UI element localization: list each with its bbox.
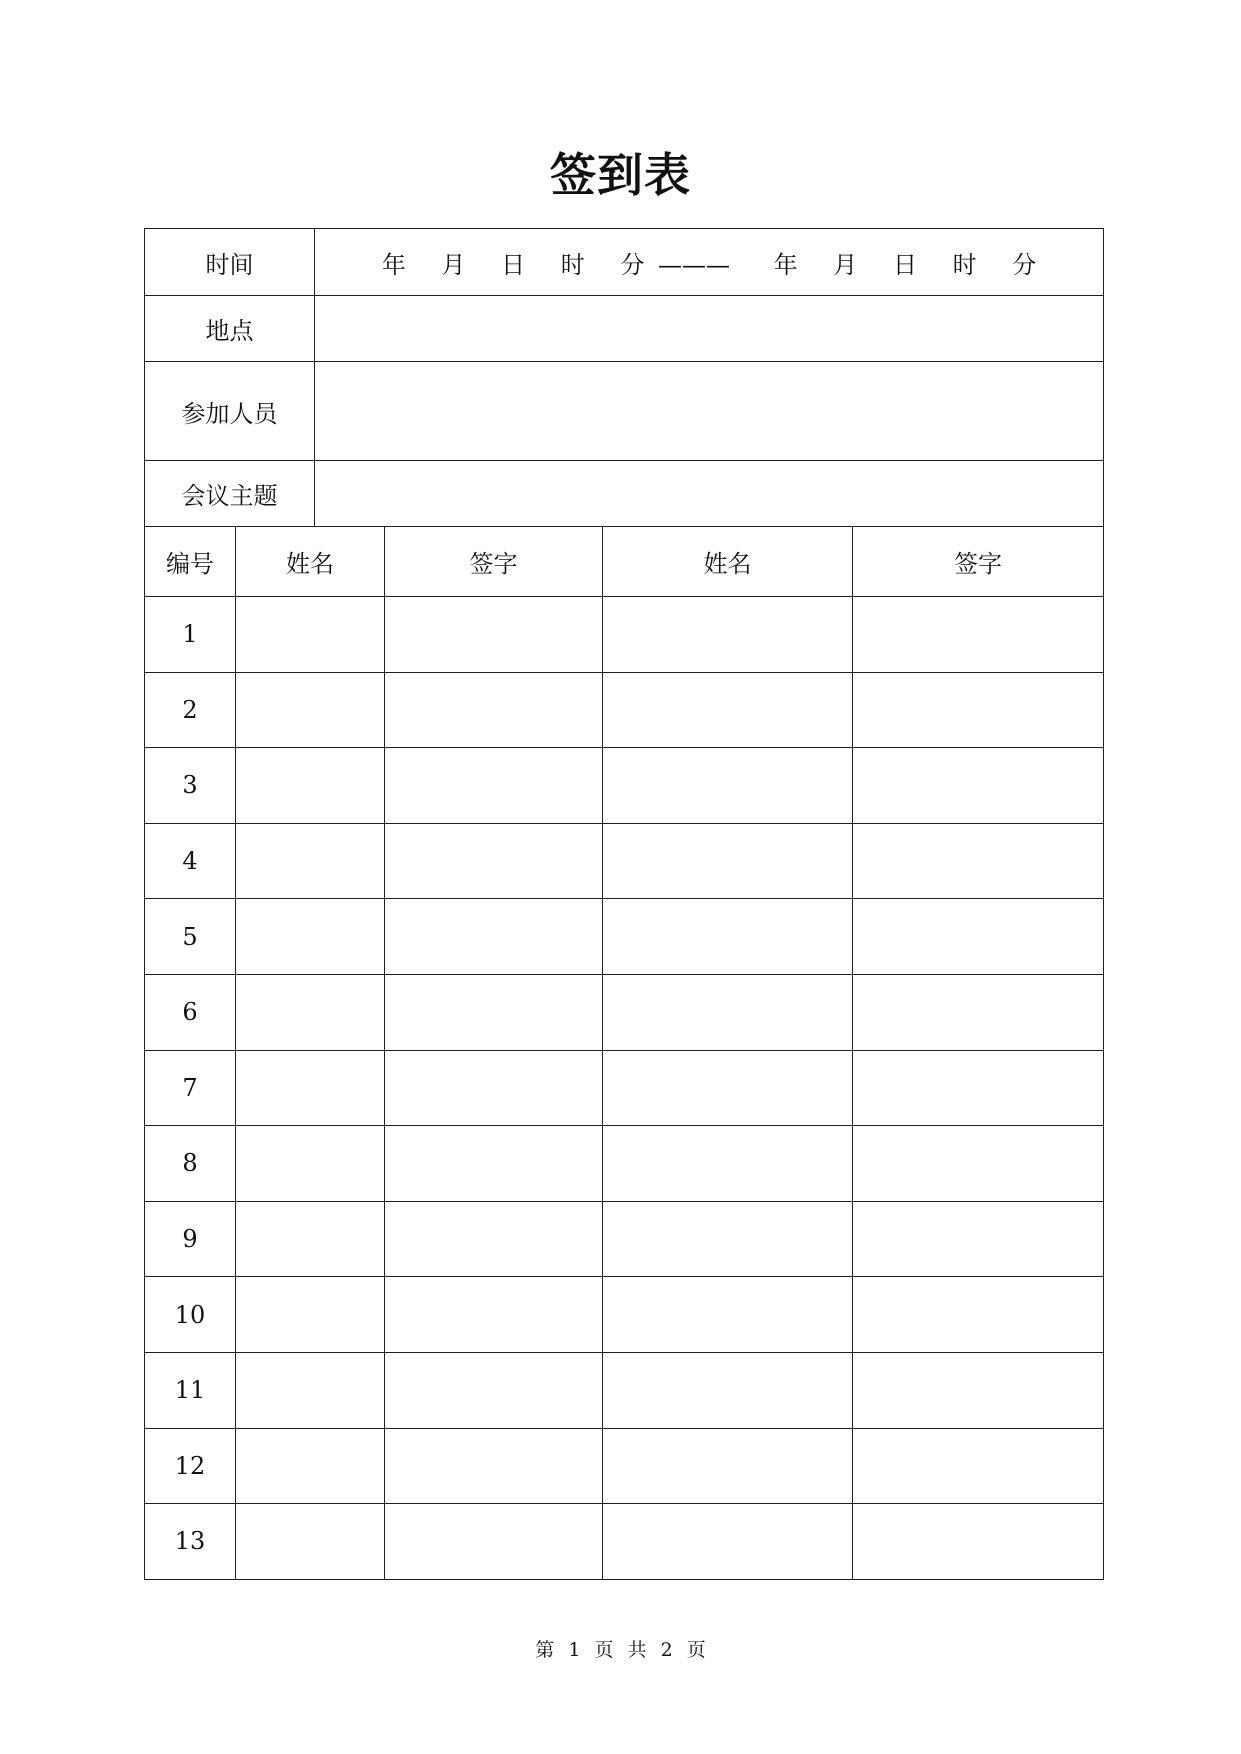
signature-cell-2[interactable]	[853, 974, 1104, 1050]
row-number: 8	[145, 1126, 236, 1202]
row-number: 3	[145, 748, 236, 824]
signature-cell-2[interactable]	[853, 1428, 1104, 1504]
signature-cell-1[interactable]	[385, 1428, 603, 1504]
signature-cell-2[interactable]	[853, 823, 1104, 899]
name-cell-2[interactable]	[603, 1201, 853, 1277]
signature-cell-2[interactable]	[853, 748, 1104, 824]
start-minute-label: 分	[620, 250, 645, 279]
name-cell-1[interactable]	[236, 974, 385, 1050]
signature-cell-1[interactable]	[385, 1504, 603, 1580]
column-header-name-2: 姓名	[603, 527, 853, 597]
signature-cell-2[interactable]	[853, 899, 1104, 975]
time-row	[145, 229, 1104, 296]
sign-in-rows	[145, 597, 1104, 1580]
name-cell-2[interactable]	[603, 1050, 853, 1126]
name-cell-2[interactable]	[603, 1352, 853, 1428]
end-month-label: 月	[833, 250, 858, 279]
table-row	[145, 1201, 1104, 1277]
table-row	[145, 748, 1104, 824]
name-cell-1[interactable]	[236, 899, 385, 975]
signature-cell-1[interactable]	[385, 1126, 603, 1202]
signature-cell-2[interactable]	[853, 1050, 1104, 1126]
name-cell-2[interactable]	[603, 899, 853, 975]
row-number: 13	[145, 1504, 236, 1580]
column-header-signature-2: 签字	[853, 527, 1104, 597]
footer-word-ye: 页	[594, 1639, 614, 1661]
topic-row	[145, 461, 1104, 527]
table-row	[145, 823, 1104, 899]
signature-cell-2[interactable]	[853, 1352, 1104, 1428]
end-day-label: 日	[892, 250, 917, 279]
name-cell-2[interactable]	[603, 823, 853, 899]
signature-cell-2[interactable]	[853, 1201, 1104, 1277]
signature-cell-1[interactable]	[385, 1352, 603, 1428]
place-row	[145, 296, 1104, 362]
signature-cell-1[interactable]	[385, 974, 603, 1050]
name-cell-1[interactable]	[236, 1201, 385, 1277]
column-header-signature-1: 签字	[385, 527, 603, 597]
start-year-label: 年	[381, 250, 406, 279]
header-row	[145, 527, 1104, 597]
name-cell-2[interactable]	[603, 974, 853, 1050]
name-cell-1[interactable]	[236, 1050, 385, 1126]
end-hour-label: 时	[952, 250, 977, 279]
name-cell-1[interactable]	[236, 1428, 385, 1504]
row-number: 12	[145, 1428, 236, 1504]
signature-cell-1[interactable]	[385, 597, 603, 673]
end-minute-label: 分	[1012, 250, 1037, 279]
footer-word-di: 第	[535, 1639, 555, 1661]
participants-field[interactable]	[315, 362, 1104, 461]
row-number: 1	[145, 597, 236, 673]
name-cell-2[interactable]	[603, 597, 853, 673]
signature-cell-1[interactable]	[385, 899, 603, 975]
time-label: 时间	[145, 229, 315, 296]
table-row	[145, 1126, 1104, 1202]
page-footer	[0, 1635, 1241, 1662]
name-cell-2[interactable]	[603, 1428, 853, 1504]
sign-in-table	[144, 228, 1104, 1580]
name-cell-2[interactable]	[603, 748, 853, 824]
name-cell-1[interactable]	[236, 1352, 385, 1428]
row-number: 11	[145, 1352, 236, 1428]
column-header-number: 编号	[145, 527, 236, 597]
row-number: 6	[145, 974, 236, 1050]
footer-word-ye-2: 页	[686, 1639, 706, 1661]
end-year-label: 年	[773, 250, 798, 279]
name-cell-1[interactable]	[236, 1504, 385, 1580]
name-cell-2[interactable]	[603, 672, 853, 748]
row-number: 4	[145, 823, 236, 899]
start-day-label: 日	[501, 250, 526, 279]
table-row	[145, 899, 1104, 975]
current-page-number: 1	[568, 1639, 581, 1661]
row-number: 10	[145, 1277, 236, 1353]
signature-cell-2[interactable]	[853, 672, 1104, 748]
table-row	[145, 1352, 1104, 1428]
place-field[interactable]	[315, 296, 1104, 362]
signature-cell-1[interactable]	[385, 1201, 603, 1277]
total-pages-number: 2	[660, 1639, 673, 1661]
signature-cell-1[interactable]	[385, 1277, 603, 1353]
signature-cell-2[interactable]	[853, 1277, 1104, 1353]
signature-cell-1[interactable]	[385, 823, 603, 899]
name-cell-1[interactable]	[236, 1277, 385, 1353]
signature-cell-1[interactable]	[385, 672, 603, 748]
name-cell-1[interactable]	[236, 597, 385, 673]
topic-field[interactable]	[315, 461, 1104, 527]
row-number: 7	[145, 1050, 236, 1126]
signature-cell-2[interactable]	[853, 597, 1104, 673]
table-row	[145, 974, 1104, 1050]
participants-label: 参加人员	[145, 362, 315, 461]
name-cell-1[interactable]	[236, 748, 385, 824]
signature-cell-1[interactable]	[385, 1050, 603, 1126]
signature-cell-2[interactable]	[853, 1126, 1104, 1202]
footer-word-gong: 共	[627, 1639, 647, 1661]
table-row	[145, 1277, 1104, 1353]
table-row	[145, 672, 1104, 748]
name-cell-1[interactable]	[236, 672, 385, 748]
time-range-dash: ———	[658, 250, 731, 279]
signature-cell-1[interactable]	[385, 748, 603, 824]
time-field[interactable]	[315, 229, 1104, 296]
start-hour-label: 时	[560, 250, 585, 279]
signature-cell-2[interactable]	[853, 1504, 1104, 1580]
name-cell-1[interactable]	[236, 823, 385, 899]
table-row	[145, 597, 1104, 673]
page-title: 签到表	[550, 148, 691, 202]
name-cell-2[interactable]	[603, 1504, 853, 1580]
start-month-label: 月	[441, 250, 466, 279]
row-number: 9	[145, 1201, 236, 1277]
topic-label: 会议主题	[145, 461, 315, 527]
row-number: 2	[145, 672, 236, 748]
name-cell-1[interactable]	[236, 1126, 385, 1202]
name-cell-2[interactable]	[603, 1277, 853, 1353]
table-row	[145, 1428, 1104, 1504]
table-row	[145, 1504, 1104, 1580]
participants-row	[145, 362, 1104, 461]
name-cell-2[interactable]	[603, 1126, 853, 1202]
table-row	[145, 1050, 1104, 1126]
place-label: 地点	[145, 296, 315, 362]
column-header-name-1: 姓名	[236, 527, 385, 597]
row-number: 5	[145, 899, 236, 975]
